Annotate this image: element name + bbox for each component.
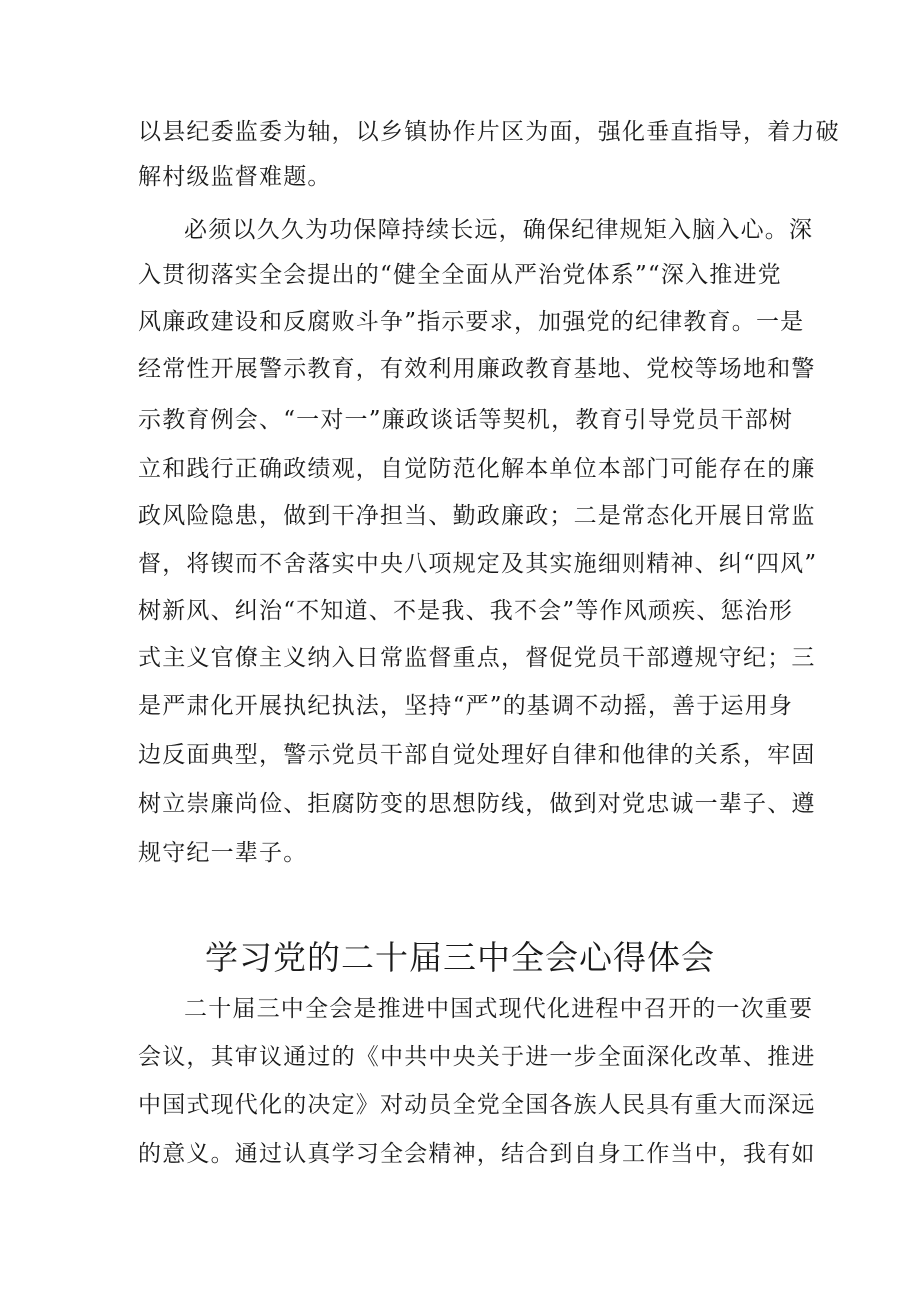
paragraph-line: 入贯彻落实全会提出的“健全全面从严治党体系”“深入推进党 xyxy=(138,262,782,288)
paragraph-line: 树新风、纠治“不知道、不是我、我不会”等作风顽疾、惩治形 xyxy=(138,598,794,624)
paragraph-line: 立和践行正确政绩观，自觉防范化解本单位本部门可能存在的廉 xyxy=(138,456,816,482)
paragraph-line: 督，将锲而不舍落实中央八项规定及其实施细则精神、纠“四风” xyxy=(138,551,818,577)
paragraph-line: 规守纪一辈子。 xyxy=(138,840,308,866)
paragraph-line: 经常性开展警示教育，有效利用廉政教育基地、党校等场地和警 xyxy=(138,356,816,382)
paragraph-line: 政风险隐患，做到干净担当、勤政廉政；二是常态化开展日常监 xyxy=(138,503,816,529)
section-title: 学习党的二十届三中全会心得体会 xyxy=(205,938,715,977)
paragraph-line: 会议，其审议通过的《中共中央关于进一步全面深化改革、推进 xyxy=(138,1044,816,1070)
paragraph-line: 中国式现代化的决定》对动员全党全国各族人民具有重大而深远 xyxy=(138,1092,816,1118)
paragraph-line: 的意义。通过认真学习全会精神，结合到自身工作当中，我有如 xyxy=(138,1141,816,1167)
paragraph-line: 必须以久久为功保障持续长远，确保纪律规矩入脑入心。深 xyxy=(184,217,814,243)
paragraph-line: 风廉政建设和反腐败斗争”指示要求，加强党的纪律教育。一是 xyxy=(138,309,805,335)
paragraph-line: 是严肃化开展执纪执法，坚持“严”的基调不动摇，善于运用身 xyxy=(138,693,794,719)
paragraph-line: 二十届三中全会是推进中国式现代化进程中召开的一次重要 xyxy=(184,996,814,1022)
paragraph-line: 示教育例会、“一对一”廉政谈话等契机，教育引导党员干部树 xyxy=(138,407,794,433)
paragraph-line: 边反面典型，警示党员干部自觉处理好自律和他律的关系，牢固 xyxy=(138,742,816,768)
paragraph-line: 式主义官僚主义纳入日常监督重点，督促党员干部遵规守纪；三 xyxy=(138,645,816,671)
paragraph-line: 解村级监督难题。 xyxy=(138,164,332,190)
paragraph-line: 以县纪委监委为轴，以乡镇协作片区为面，强化垂直指导，着力破 xyxy=(138,119,840,145)
paragraph-line: 树立崇廉尚俭、拒腐防变的思想防线，做到对党忠诚一辈子、遵 xyxy=(138,791,816,817)
